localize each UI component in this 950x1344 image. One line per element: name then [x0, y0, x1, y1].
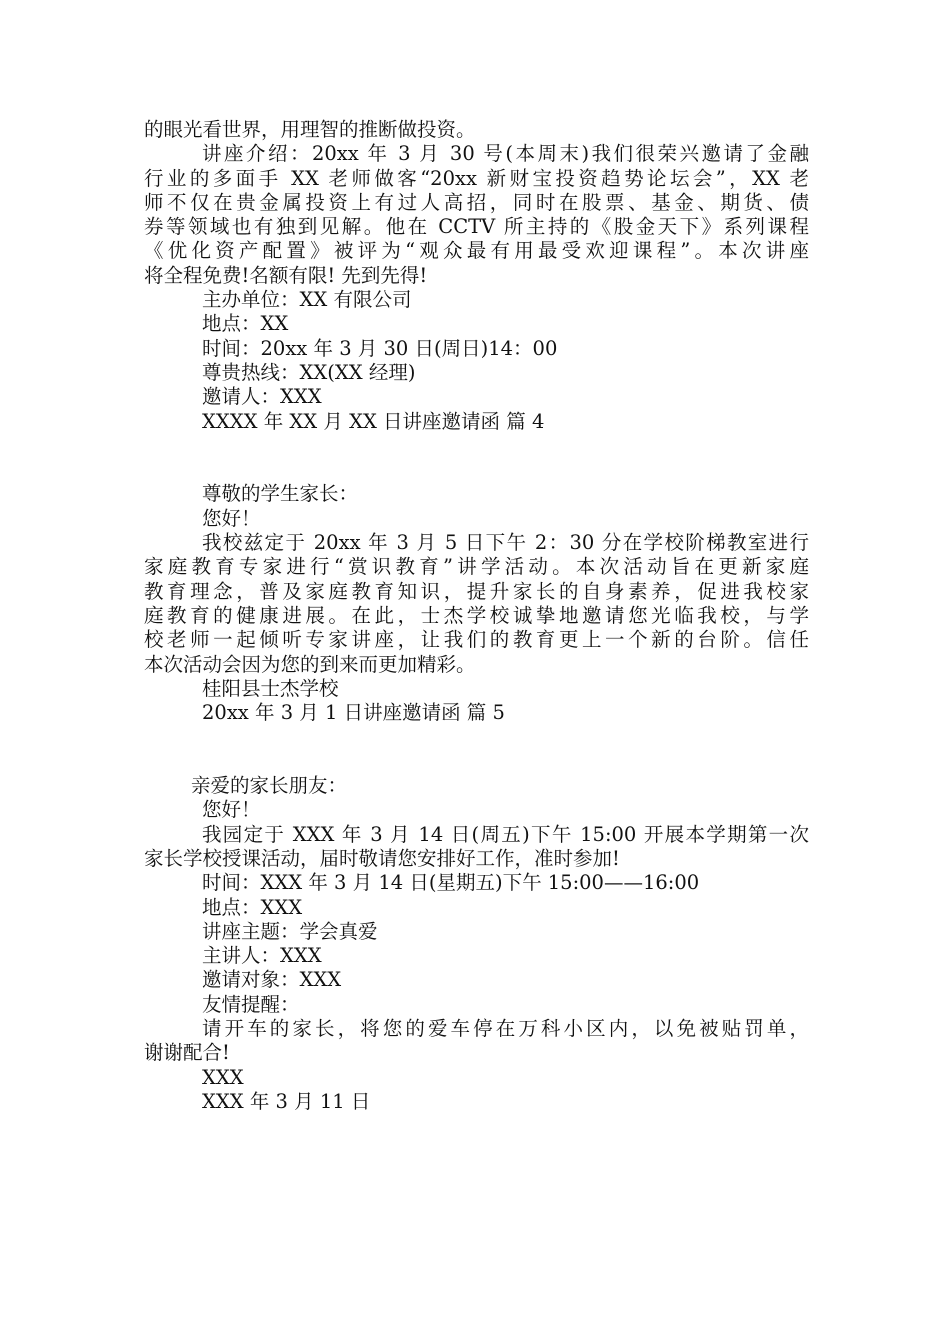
inviter-line: 邀请人：XXX: [202, 385, 322, 409]
audience-line: 邀请对象：XXX: [202, 968, 342, 992]
time-line: 时间：XXX 年 3 月 14 日(星期五)下午 15:00——16:00: [202, 871, 700, 895]
body-line-1: 我园定于 XXX 年 3 月 14 日(周五)下午 15:00 开展本学期第一次: [202, 822, 809, 846]
section-heading: XXXX 年 XX 月 XX 日讲座邀请函 篇 4: [202, 409, 545, 433]
intro-line-6: 将全程免费!名额有限! 先到先得!: [144, 263, 428, 287]
date-line: XXX 年 3 月 11 日: [202, 1089, 371, 1113]
body-line-1: 我校兹定于 20xx 年 3 月 5 日下午 2：30 分在学校阶梯教室进行: [202, 531, 809, 555]
body-line-3: 教育理念，普及家庭教育知识，提升家长的自身素养，促进我校家: [144, 579, 809, 603]
intro-line-4: 券等领域也有独到见解。他在 CCTV 所主持的《股金天下》系列课程: [144, 215, 809, 239]
section-heading: 20xx 年 3 月 1 日讲座邀请函 篇 5: [202, 701, 505, 725]
intro-line-2: 行业的多面手 XX 老师做客“20xx 新财宝投资趋势论坛会”，XX 老: [144, 166, 809, 190]
body-line-4: 庭教育的健康进展。在此，士杰学校诚挚地邀请您光临我校，与学: [144, 603, 809, 627]
body-line-6: 本次活动会因为您的到来而更加精彩。: [144, 652, 476, 676]
intro-line-3: 师不仅在贵金属投资上有过人高招，同时在股票、基金、期货、债: [144, 190, 809, 214]
topic-line: 讲座主题：学会真爱: [202, 919, 378, 943]
signature: XXX: [202, 1065, 244, 1089]
location-line: 地点：XX: [202, 312, 289, 336]
location-line: 地点：XXX: [202, 895, 303, 919]
time-line: 时间：20xx 年 3 月 30 日(周日)14：00: [202, 336, 558, 360]
body-line-2: 家庭教育专家进行“赏识教育”讲学活动。本次活动旨在更新家庭: [144, 555, 809, 579]
salutation: 尊敬的学生家长：: [202, 482, 359, 506]
hotline-line: 尊贵热线：XX(XX 经理): [202, 360, 416, 384]
speaker-line: 主讲人：XXX: [202, 944, 322, 968]
salutation: 亲爱的家长朋友：: [191, 774, 348, 798]
organizer-line: 主办单位：XX 有限公司: [202, 288, 412, 312]
intro-line-1: 讲座介绍：20xx 年 3 月 30 号(本周末)我们很荣兴邀请了金融: [202, 142, 809, 166]
greeting: 您好！: [202, 506, 261, 530]
reminder-line-1: 请开车的家长，将您的爱车停在万科小区内，以免被贴罚单，: [202, 1016, 809, 1040]
signature: 桂阳县士杰学校: [202, 676, 339, 700]
reminder-line-2: 谢谢配合!: [144, 1041, 230, 1065]
section-spacer: [144, 434, 809, 483]
reminder-label: 友情提醒：: [202, 992, 300, 1016]
body-line-5: 校老师一起倾听专家讲座，让我们的教育更上一个新的台阶。信任: [144, 628, 809, 652]
intro-line-5: 《优化资产配置》被评为“观众最有用最受欢迎课程”。本次讲座: [144, 239, 809, 263]
document-page: [144, 118, 809, 1114]
greeting: 您好！: [202, 798, 261, 822]
paragraph-line: 的眼光看世界，用理智的推断做投资。: [144, 118, 476, 141]
body-line-2: 家长学校授课活动，届时敬请您安排好工作，准时参加!: [144, 846, 620, 870]
section-spacer: [144, 725, 809, 774]
